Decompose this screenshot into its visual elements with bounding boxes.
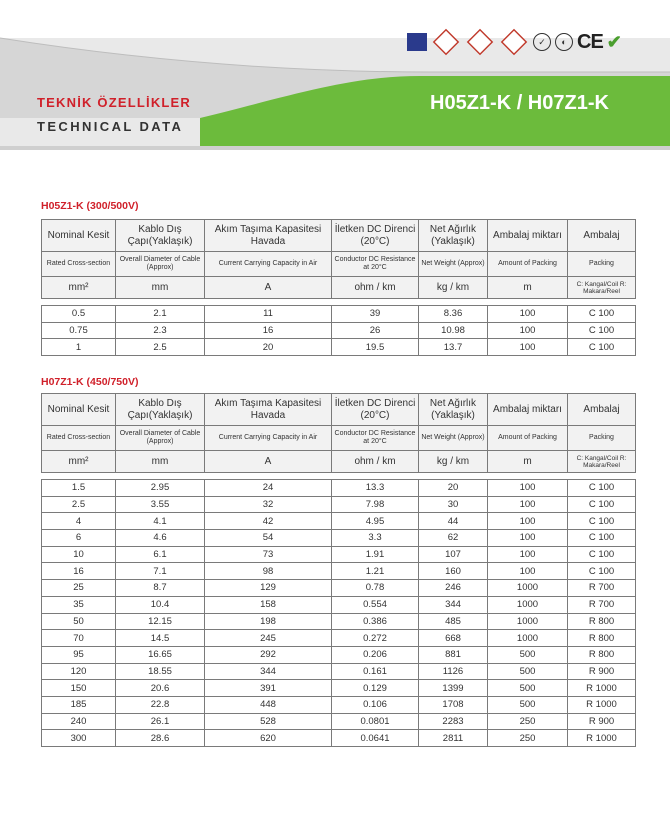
heading-english: TECHNICAL DATA [37, 119, 184, 134]
table-row [42, 613, 636, 630]
table-cell: 0.554 [332, 596, 419, 613]
table-cell: C 100 [568, 513, 636, 530]
table-row [42, 339, 636, 356]
table-cell: 300 [42, 730, 116, 747]
spec-table-h07z1k [41, 393, 636, 747]
table-cell: 42 [205, 513, 332, 530]
table-cell: 129 [205, 580, 332, 597]
table-cell: 120 [42, 663, 116, 680]
table-cell: 620 [205, 730, 332, 747]
table-cell: 250 [488, 713, 568, 730]
spacer-row [42, 473, 636, 480]
header-cell: A [205, 451, 332, 473]
table-row [42, 480, 636, 497]
table-cell: 245 [205, 630, 332, 647]
table-cell: 391 [205, 680, 332, 697]
table-cell: R 700 [568, 596, 636, 613]
header-cell: mm² [42, 451, 116, 473]
table-cell: C 100 [568, 480, 636, 497]
table-cell: 10.98 [419, 322, 488, 339]
header-cell: Conductor DC Resistance at 20°C [332, 426, 419, 451]
table-cell: 1708 [419, 696, 488, 713]
header-cell: Overall Diameter of Cable (Approx) [116, 252, 205, 277]
table-cell: 50 [42, 613, 116, 630]
table-row [42, 496, 636, 513]
circle-mark-icon: ✓ [533, 33, 551, 51]
header-cell: ohm / km [332, 277, 419, 299]
table-cell: 246 [419, 580, 488, 597]
table-cell: 292 [205, 646, 332, 663]
table-cell: 0.206 [332, 646, 419, 663]
table-cell: 10.4 [116, 596, 205, 613]
header-cell: C: Kangal/Coil R: Makara/Reel [568, 277, 636, 299]
table-cell: 16.65 [116, 646, 205, 663]
header-cell: Current Carrying Capacity in Air [205, 426, 332, 451]
header-cell: mm [116, 277, 205, 299]
table-cell: 0.161 [332, 663, 419, 680]
header-cell: kg / km [419, 277, 488, 299]
table-row [42, 513, 636, 530]
table-cell: 6.1 [116, 546, 205, 563]
table-cell: 500 [488, 680, 568, 697]
header-row-units [42, 277, 636, 299]
table-cell: C 100 [568, 496, 636, 513]
table-cell: 100 [488, 563, 568, 580]
header-cell: Amount of Packing [488, 252, 568, 277]
table-cell: 1.21 [332, 563, 419, 580]
header-cell: Packing [568, 252, 636, 277]
header-cell: İletken DC Direnci (20°C) [332, 394, 419, 426]
header-cell: m [488, 277, 568, 299]
header-cell: Packing [568, 426, 636, 451]
table-cell: 100 [488, 546, 568, 563]
header-cell: mm² [42, 277, 116, 299]
header-cell: C: Kangal/Coil R: Makara/Reel [568, 451, 636, 473]
table-cell: 3.3 [332, 530, 419, 547]
table-cell: 2283 [419, 713, 488, 730]
rohs-check-icon: ✔ [606, 32, 622, 52]
table-row [42, 713, 636, 730]
table-cell: R 1000 [568, 730, 636, 747]
table-cell: 26.1 [116, 713, 205, 730]
header-cell: Nominal Kesit [42, 394, 116, 426]
table-cell: 1.91 [332, 546, 419, 563]
table-cell: 0.386 [332, 613, 419, 630]
table-cell: 18.55 [116, 663, 205, 680]
table-cell: 35 [42, 596, 116, 613]
table-cell: 6 [42, 530, 116, 547]
table-cell: 344 [205, 663, 332, 680]
header-cell: Amount of Packing [488, 426, 568, 451]
table-cell: 44 [419, 513, 488, 530]
table-cell: 185 [42, 696, 116, 713]
header-cell: Nominal Kesit [42, 220, 116, 252]
table-row [42, 646, 636, 663]
table-cell: 1399 [419, 680, 488, 697]
table-row [42, 563, 636, 580]
table-cell: 4.1 [116, 513, 205, 530]
table-row [42, 730, 636, 747]
table-cell: R 900 [568, 663, 636, 680]
table-cell: 668 [419, 630, 488, 647]
table-cell: 2.1 [116, 306, 205, 323]
table-cell: 881 [419, 646, 488, 663]
table-cell: 150 [42, 680, 116, 697]
header-cell: Kablo Dış Çapı(Yaklaşık) [116, 394, 205, 426]
certification-diamond-icon [501, 29, 527, 55]
table-cell: R 1000 [568, 680, 636, 697]
table-cell: 0.75 [42, 322, 116, 339]
table-cell: 13.3 [332, 480, 419, 497]
certification-diamond-icon [433, 29, 459, 55]
table-cell: 2.3 [116, 322, 205, 339]
table-cell: 14.5 [116, 630, 205, 647]
spacer-row [42, 299, 636, 306]
table-row [42, 306, 636, 323]
table-row [42, 580, 636, 597]
table-cell: 2.95 [116, 480, 205, 497]
table-cell: 1.5 [42, 480, 116, 497]
header-row-en [42, 252, 636, 277]
header-cell: Overall Diameter of Cable (Approx) [116, 426, 205, 451]
table-cell: 100 [488, 306, 568, 323]
table-cell: R 1000 [568, 696, 636, 713]
header-cell: kg / km [419, 451, 488, 473]
header-cell: Ambalaj miktarı [488, 394, 568, 426]
table-cell: C 100 [568, 339, 636, 356]
table-cell: 0.5 [42, 306, 116, 323]
header-row-en [42, 426, 636, 451]
spec-table-h05z1k [41, 219, 636, 356]
table-cell: 4 [42, 513, 116, 530]
header-cell: ohm / km [332, 451, 419, 473]
table-cell: 62 [419, 530, 488, 547]
table-cell: 8.7 [116, 580, 205, 597]
table-cell: 100 [488, 322, 568, 339]
tse-mark-icon: ◐ [555, 33, 573, 51]
header-row-tr [42, 394, 636, 426]
header-cell: Net Ağırlık (Yaklaşık) [419, 394, 488, 426]
table-cell: 0.272 [332, 630, 419, 647]
table-row [42, 680, 636, 697]
table-cell: 2.5 [116, 339, 205, 356]
ce-mark-icon: CE [577, 30, 603, 53]
table-cell: 25 [42, 580, 116, 597]
table-cell: 2.5 [42, 496, 116, 513]
table-row [42, 596, 636, 613]
table-cell: 0.78 [332, 580, 419, 597]
header-cell: Akım Taşıma Kapasitesi Havada [205, 394, 332, 426]
header-cell: Net Weight (Approx) [419, 252, 488, 277]
header-cell: Ambalaj miktarı [488, 220, 568, 252]
table-cell: 500 [488, 696, 568, 713]
table-cell: 16 [42, 563, 116, 580]
table-cell: 10 [42, 546, 116, 563]
table-cell: 160 [419, 563, 488, 580]
table-cell: 528 [205, 713, 332, 730]
table-cell: 500 [488, 646, 568, 663]
table-cell: 0.0801 [332, 713, 419, 730]
table-cell: C 100 [568, 322, 636, 339]
table-cell: 73 [205, 546, 332, 563]
table-cell: 20.6 [116, 680, 205, 697]
table-cell: 13.7 [419, 339, 488, 356]
heading-turkish: TEKNİK ÖZELLİKLER [37, 95, 192, 110]
table-row [42, 663, 636, 680]
table-cell: 1000 [488, 596, 568, 613]
header-cell: İletken DC Direnci (20°C) [332, 220, 419, 252]
section-title-h07z1k: H07Z1-K (450/750V) [41, 376, 139, 388]
table-cell: 0.129 [332, 680, 419, 697]
flag-badge-icon [407, 33, 427, 51]
table-cell: 250 [488, 730, 568, 747]
header-cell: Net Ağırlık (Yaklaşık) [419, 220, 488, 252]
table-cell: 0.0641 [332, 730, 419, 747]
table-cell: 26 [332, 322, 419, 339]
table-cell: 19.5 [332, 339, 419, 356]
table-cell: 70 [42, 630, 116, 647]
table-cell: R 900 [568, 713, 636, 730]
table-cell: C 100 [568, 563, 636, 580]
table-cell: 54 [205, 530, 332, 547]
table-cell: 22.8 [116, 696, 205, 713]
table-cell: R 800 [568, 630, 636, 647]
header-cell: Kablo Dış Çapı(Yaklaşık) [116, 220, 205, 252]
table-cell: 1126 [419, 663, 488, 680]
table-cell: 4.95 [332, 513, 419, 530]
header-cell: Net Weight (Approx) [419, 426, 488, 451]
header-cell: A [205, 277, 332, 299]
table-row [42, 546, 636, 563]
table-cell: 198 [205, 613, 332, 630]
table-cell: 28.6 [116, 730, 205, 747]
table-cell: 100 [488, 530, 568, 547]
table-cell: 39 [332, 306, 419, 323]
header-cell: Ambalaj [568, 220, 636, 252]
table-row [42, 630, 636, 647]
product-title: H05Z1-K / H07Z1-K [430, 92, 609, 114]
header-row-tr [42, 220, 636, 252]
section-title-h05z1k: H05Z1-K (300/500V) [41, 200, 139, 212]
table-cell: 158 [205, 596, 332, 613]
table-cell: 24 [205, 480, 332, 497]
table-cell: 95 [42, 646, 116, 663]
table-cell: 107 [419, 546, 488, 563]
table-cell: 11 [205, 306, 332, 323]
table-cell: 30 [419, 496, 488, 513]
header-cell: Rated Cross-section [42, 426, 116, 451]
table-row [42, 322, 636, 339]
header-cell: Current Carrying Capacity in Air [205, 252, 332, 277]
table-cell: R 800 [568, 613, 636, 630]
header-band [0, 0, 670, 160]
header-cell: Ambalaj [568, 394, 636, 426]
table-cell: 16 [205, 322, 332, 339]
table-cell: 20 [419, 480, 488, 497]
table-cell: 1000 [488, 613, 568, 630]
header-cell: Rated Cross-section [42, 252, 116, 277]
table-cell: 98 [205, 563, 332, 580]
header-cell: Akım Taşıma Kapasitesi Havada [205, 220, 332, 252]
table-cell: 20 [205, 339, 332, 356]
table-cell: C 100 [568, 306, 636, 323]
table-cell: 7.1 [116, 563, 205, 580]
certification-badges [407, 29, 622, 55]
table-cell: 3.55 [116, 496, 205, 513]
table-cell: 1 [42, 339, 116, 356]
table-row [42, 696, 636, 713]
table-cell: 8.36 [419, 306, 488, 323]
table-cell: 100 [488, 339, 568, 356]
table-cell: R 800 [568, 646, 636, 663]
table-cell: 1000 [488, 580, 568, 597]
header-cell: m [488, 451, 568, 473]
certification-diamond-icon [467, 29, 493, 55]
table-cell: 12.15 [116, 613, 205, 630]
table-cell: R 700 [568, 580, 636, 597]
table-cell: 100 [488, 513, 568, 530]
header-row-units [42, 451, 636, 473]
header-cell: Conductor DC Resistance at 20°C [332, 252, 419, 277]
table-cell: 344 [419, 596, 488, 613]
table-cell: 485 [419, 613, 488, 630]
table-cell: C 100 [568, 546, 636, 563]
table-cell: 1000 [488, 630, 568, 647]
table-cell: 4.6 [116, 530, 205, 547]
table-cell: 448 [205, 696, 332, 713]
table-cell: 500 [488, 663, 568, 680]
table-cell: C 100 [568, 530, 636, 547]
table-cell: 100 [488, 496, 568, 513]
table-cell: 2811 [419, 730, 488, 747]
table-cell: 240 [42, 713, 116, 730]
table-cell: 100 [488, 480, 568, 497]
table-cell: 32 [205, 496, 332, 513]
table-cell: 0.106 [332, 696, 419, 713]
header-cell: mm [116, 451, 205, 473]
table-cell: 7.98 [332, 496, 419, 513]
table-row [42, 530, 636, 547]
